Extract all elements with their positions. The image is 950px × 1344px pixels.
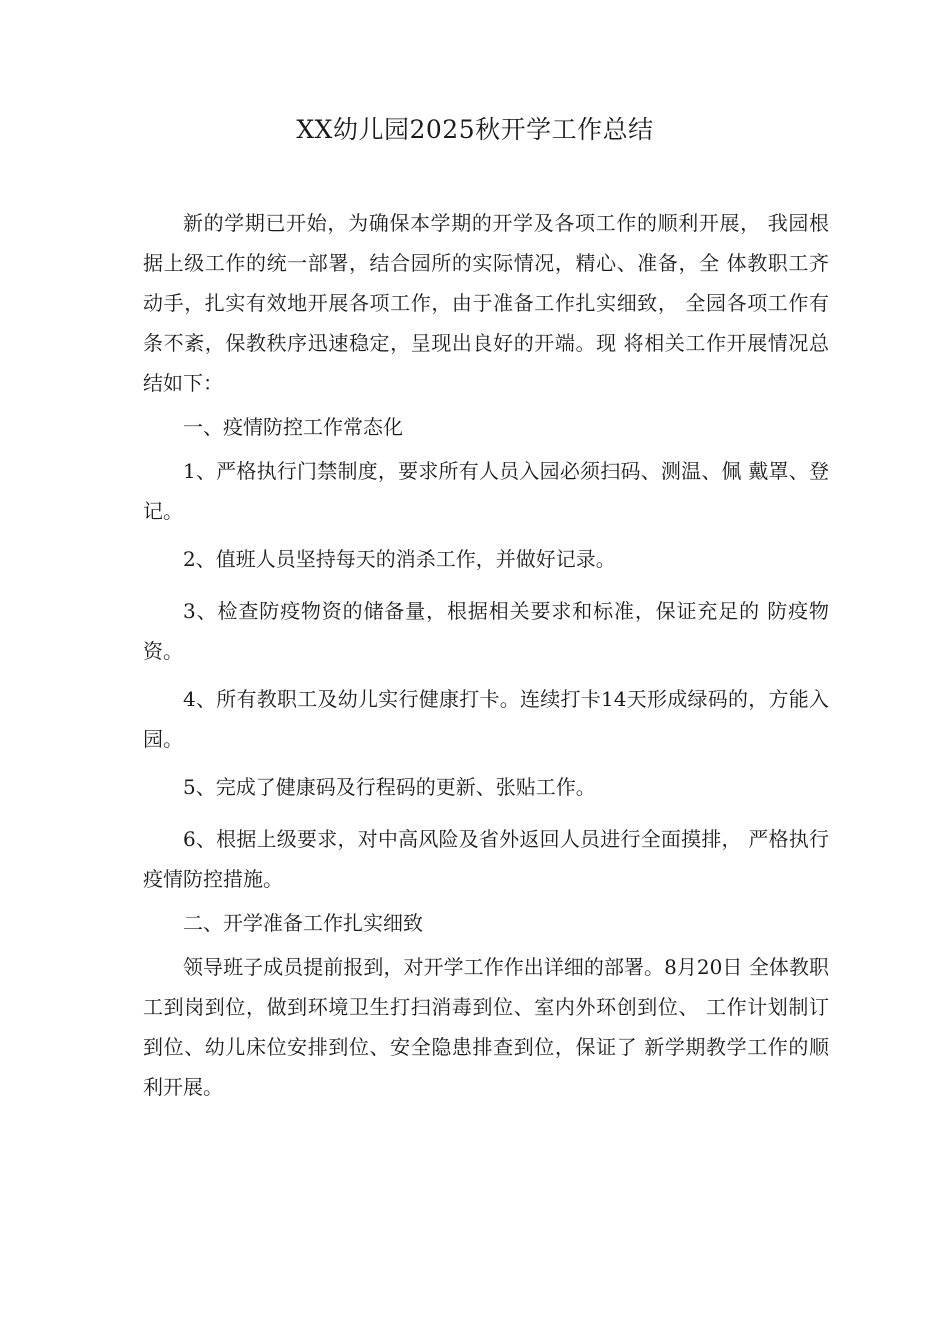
list-item: 4、所有教职工及幼儿实行健康打卡。连续打卡14天形成绿码的，方能入园。 (143, 687, 829, 751)
list-item: 6、根据上级要求，对中高风险及省外返回人员进行全面摸排， 严格执行疫情防控措施。 (143, 827, 829, 891)
section-heading-epidemic: 一、疫情防控工作常态化 (183, 415, 403, 439)
preparation-paragraph: 领导班子成员提前报到，对开学工作作出详细的部署。8月20日 全体教职工到岗到位，做到环境卫生打扫消毒到位、室内外环创到位、 工作计划制订到位、幼儿床位安排到位、安全隐患排查到位，保证了 新学期教学工作的顺利开展。 (143, 955, 829, 1099)
list-item: 5、完成了健康码及行程码的更新、张贴工作。 (183, 775, 596, 799)
list-item: 3、检查防疫物资的储备量，根据相关要求和标准，保证充足的 防疫物资。 (143, 599, 829, 663)
list-item: 1、严格执行门禁制度，要求所有人员入园必须扫码、测温、佩 戴罩、登记。 (143, 459, 829, 523)
document-title: XX幼儿园2025秋开学工作总结 (296, 115, 654, 144)
intro-paragraph: 新的学期已开始，为确保本学期的开学及各项工作的顺利开展， 我园根据上级工作的统一部署，结合园所的实际情况，精心、准备，全 体教职工齐动手，扎实有效地开展各项工作，由于准备工作扎实细致， 全园各项工作有条不紊，保教秩序迅速稳定，呈现出良好的开端。现 将相关工作开展情况总结如下： (143, 211, 829, 395)
section-heading-preparation: 二、开学准备工作扎实细致 (183, 911, 423, 935)
list-item: 2、值班人员坚持每天的消杀工作，并做好记录。 (183, 547, 616, 571)
document-body (143, 203, 829, 1107)
